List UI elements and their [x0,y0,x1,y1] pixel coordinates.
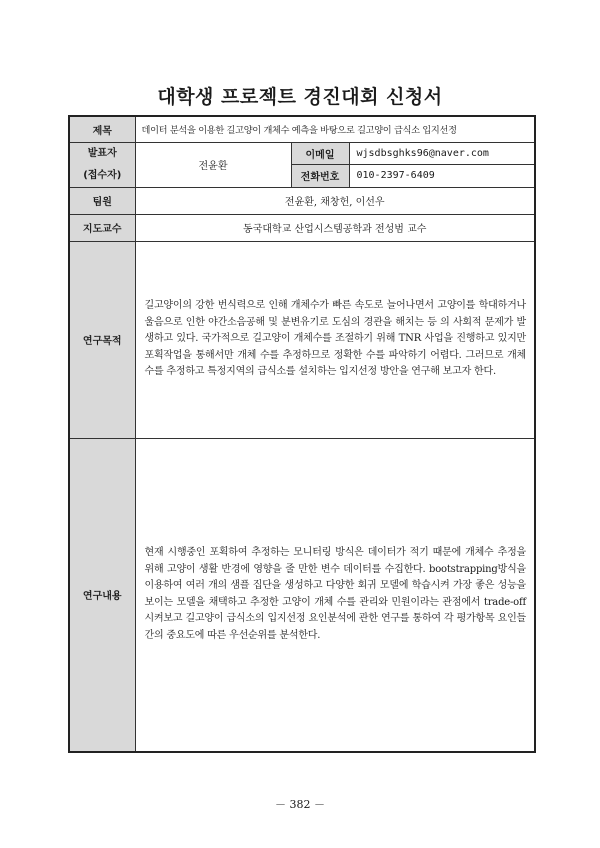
content-text: 현재 시행중인 포획하여 추정하는 모니터링 방식은 데이터가 적기 때문에 개체수 추정을 위해 고양이 생활 반경에 영향을 줄 만한 변수 데이터를 수집한다. bootstrapping방식을 이용하여 여러 개의 샘플 집단을 생성하고 다양한 회귀 모델에 학습시켜 가장 좋은 성능을 보이는 모델을 채택하고 추정한 고양이 개체 수를 관리와 민원이라는 관점에서 trade-off 시켜보고 길고양이 급식소의 입지선정 요인분석에 관한 연구를 통하여 각 평가항목 요인들 간의 중요도에 따른 우선순위를 분석한다. [135,438,535,752]
subject-row [69,116,535,142]
presenter-name: 전윤환 [135,142,291,187]
subject-value: 데이터 분석을 이용한 길고양이 개체수 예측을 바탕으로 길고양이 급식소 입지선정 [135,116,535,142]
content-label: 연구내용 [69,438,135,752]
advisor-label: 지도교수 [69,214,135,241]
purpose-text: 길고양이의 강한 번식력으로 인해 개체수가 빠른 속도로 늘어나면서 고양이를 학대하거나 울음으로 인한 야간소음공해 및 분변유기로 도심의 경관을 해치는 등 의 사회적 문제가 발생하고 있다. 국가적으로 길고양이 개체수를 조절하기 위해 TNR 사업을 진행하고 있지만 포획작업을 통해서만 개체 수를 추정하므로 정확한 수를 파악하기 어렵다. 그러므로 개체 수를 추정하고 특정지역의 급식소를 설치하는 입지선정 방안을 연구해 보고자 한다. [135,241,535,438]
purpose-label: 연구목적 [69,241,135,438]
advisor-value: 동국대학교 산업시스템공학과 전성범 교수 [135,214,535,241]
phone-label: 전화번호 [291,165,349,188]
page-number: － 382 － [275,798,325,811]
team-label: 팀원 [69,187,135,214]
phone-value: 010-2397-6409 [349,165,535,188]
email-label: 이메일 [291,142,349,165]
presenter-label-line1: 발표자 [87,147,117,159]
application-form-table [68,115,536,753]
advisor-row [69,214,535,241]
purpose-row [69,241,535,438]
subject-label: 제목 [69,116,135,142]
presenter-row-1 [69,142,535,165]
team-row [69,187,535,214]
presenter-label-line2: (접수자) [83,169,122,181]
email-value: wjsdbsghks96@naver.com [349,142,535,165]
presenter-label [69,142,135,187]
team-value: 전윤환, 채창헌, 이선우 [135,187,535,214]
content-row [69,438,535,752]
page-title: 대학생 프로젝트 경진대회 신청서 [157,86,443,108]
